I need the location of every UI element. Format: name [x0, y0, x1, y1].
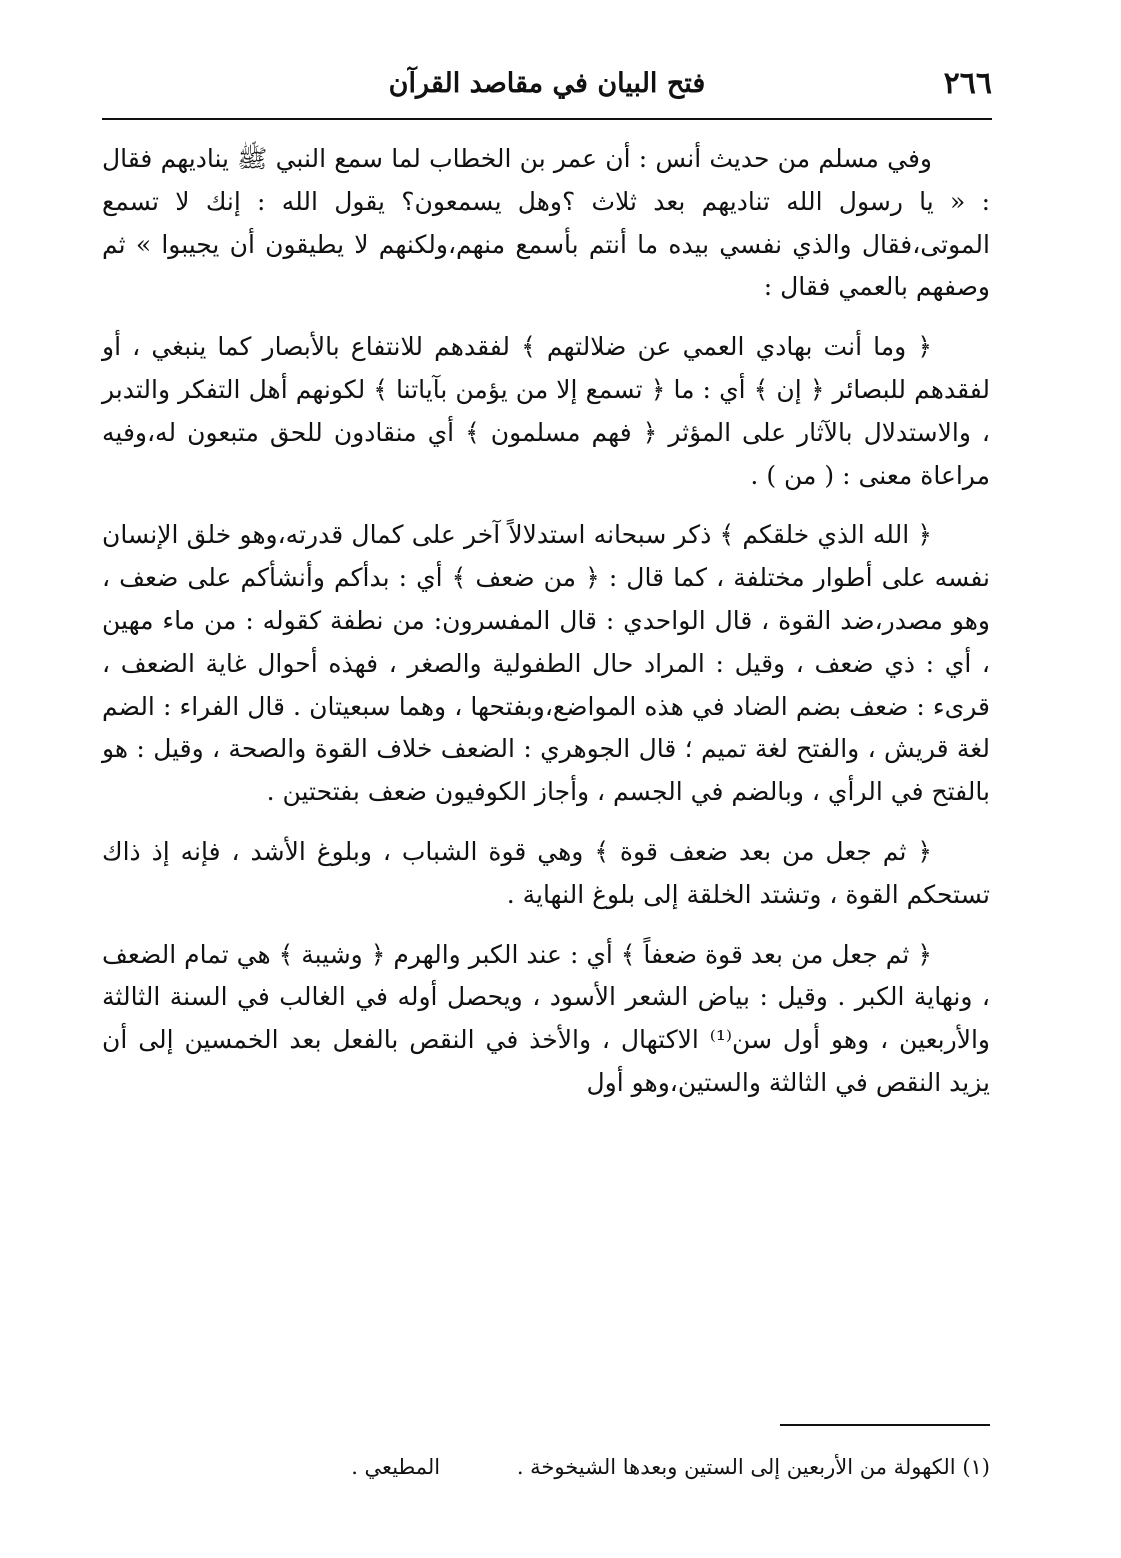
header-rule: [102, 118, 992, 120]
page-number: ٢٦٦: [943, 66, 992, 101]
footnote-source: المطيعي .: [351, 1455, 441, 1479]
paragraph-3: ﴿ الله الذي خلقكم ﴾ ذكر سبحانه استدلالاً آخر على كمال قدرته،وهو خلق الإنسان نفسه على أطوار مختلفة ، كما قال : ﴿ من ضعف ﴾ أي : بدأكم وأنشأكم على ضعف ، وهو مصدر،ضد القوة ، قال الواحدي : قال المفسرون: من نطفة كقوله : من ماء مهين ، أي : ذي ضعف ، وقيل : المراد حال الطفولية والصغر ، فهذه أحوال غاية الضعف ، قرىء : ضعف بضم الضاد في هذه المواضع،وبفتحها ، وهما سبعيتان . قال الفراء : الضم لغة قريش ، والفتح لغة تميم ؛ قال الجوهري : الضعف خلاف القوة والصحة ، وقيل : هو بالفتح في الرأي ، وبالضم في الجسم ، وأجاز الكوفيون ضعف بفتحتين .: [102, 520, 990, 807]
page-header: [102, 64, 992, 114]
footnote: [102, 1452, 990, 1482]
paragraph-1: وفي مسلم من حديث أنس : أن عمر بن الخطاب لما سمع النبي ﷺ يناديهم فقال : « يا رسول الله تناديهم بعد ثلاث ؟وهل يسمعون؟ يقول الله : إنك لا تسمع الموتى،فقال والذي نفسي بيده ما أنتم بأسمع منهم،ولكنهم لا يطيقون أن يجيبوا » ثم وصفهم بالعمي فقال :: [102, 144, 990, 302]
running-title: فتح البيان في مقاصد القرآن: [388, 68, 706, 99]
paragraph-5: ﴿ ثم جعل من بعد قوة ضعفاً ﴾ أي : عند الكبر والهرم ﴿ وشيبة ﴾ هي تمام الضعف ، ونهاية الكبر . وقيل : بياض الشعر الأسود ، ويحصل أوله في الغالب في السنة الثالثة والأربعين ، وهو أول سن⁽¹⁾ الاكتهال ، والأخذ في النقص بالفعل بعد الخمسين إلى أن يزيد النقص في الثالثة والستين،وهو أول: [102, 939, 990, 1097]
footnote-rule: [780, 1424, 990, 1426]
main-text: [102, 138, 990, 1122]
footnote-text: (١) الكهولة من الأربعين إلى الستين وبعدها الشيخوخة .: [516, 1455, 990, 1479]
paragraph-2: ﴿ وما أنت بهادي العمي عن ضلالتهم ﴾ لفقدهم للانتفاع بالأبصار كما ينبغي ، أو لفقدهم للبصائر ﴿ إن ﴾ أي : ما ﴿ تسمع إلا من يؤمن بآياتنا ﴾ لكونهم أهل التفكر والتدبر ، والاستدلال بالآثار على المؤثر ﴿ فهم مسلمون ﴾ أي منقادون للحق متبعون له،وفيه مراعاة معنى : ( من ) .: [102, 332, 990, 490]
paragraph-4: ﴿ ثم جعل من بعد ضعف قوة ﴾ وهي قوة الشباب ، وبلوغ الأشد ، فإنه إذ ذاك تستحكم القوة ، وتشتد الخلقة إلى بلوغ النهاية .: [102, 836, 990, 909]
